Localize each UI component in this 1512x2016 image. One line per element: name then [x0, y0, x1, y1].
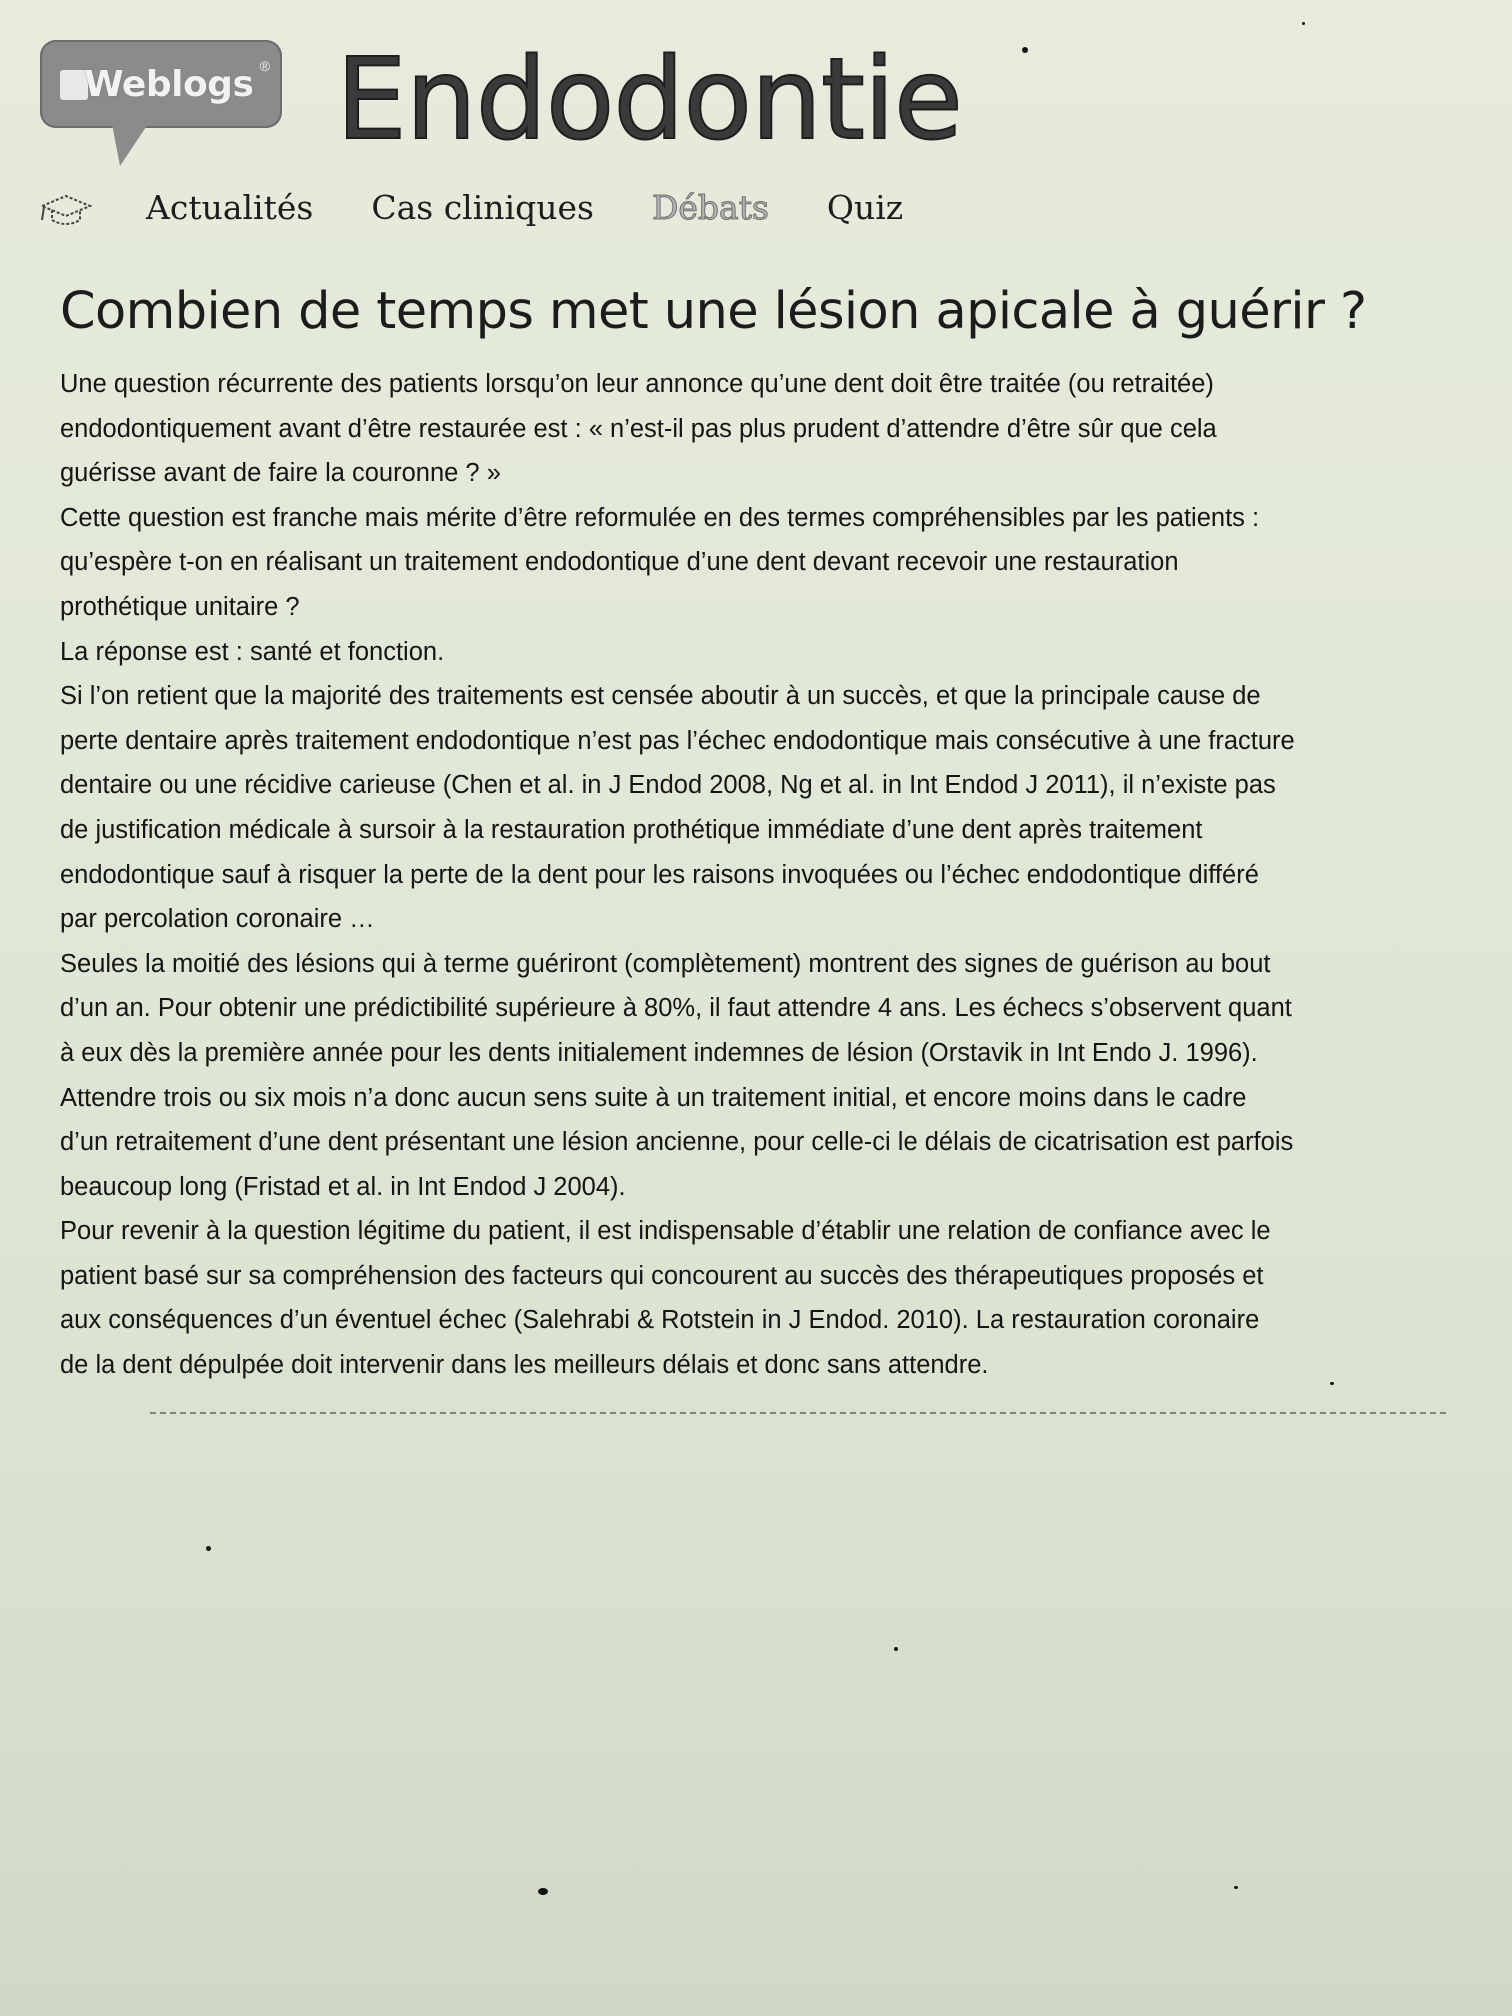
scan-speck: [1234, 1886, 1238, 1889]
nav-item-quiz[interactable]: Quiz: [826, 188, 904, 227]
article-line: patient basé sur sa compréhension des facteurs qui concourent au succès des thérapeutiques proposés et: [60, 1261, 1264, 1290]
article-body: [60, 362, 1460, 1388]
nav-item-debats[interactable]: Débats: [651, 188, 769, 227]
logo-text: Weblogs: [84, 64, 254, 105]
article-line: dentaire ou une récidive carieuse (Chen et al. in J Endod 2008, Ng et al. in Int Endod J 2011), il n’existe pas: [60, 771, 1276, 800]
article-line: par percolation coronaire …: [60, 905, 375, 934]
scan-speck: [894, 1647, 898, 1651]
section-divider: [150, 1412, 1446, 1414]
article-line: endodontique sauf à risquer la perte de la dent pour les raisons invoquées ou l’échec endodontique différé: [60, 860, 1259, 889]
article-line: perte dentaire après traitement endodontique n’est pas l’échec endodontique mais consécutive à une fracture: [60, 726, 1295, 755]
logo-speech-tail: [112, 124, 148, 166]
article-line: Cette question est franche mais mérite d’être reformulée en des termes compréhensibles par les patients :: [60, 503, 1260, 532]
scan-speck: [1022, 47, 1028, 53]
scan-speck: [1330, 1382, 1334, 1385]
article-line: Pour revenir à la question légitime du patient, il est indispensable d’établir une relation de confiance avec le: [60, 1217, 1271, 1246]
weblogs-logo[interactable]: [40, 40, 282, 128]
registered-mark: ®: [259, 58, 270, 74]
article-line: aux conséquences d’un éventuel échec (Salehrabi & Rotstein in J Endod. 2010). La restauration coronaire: [60, 1306, 1260, 1335]
article-line: La réponse est : santé et fonction.: [60, 637, 445, 666]
article-line: d’un retraitement d’une dent présentant une lésion ancienne, pour celle-ci le délais de cicatrisation est parfois: [60, 1128, 1294, 1157]
article-line: d’un an. Pour obtenir une prédictibilité supérieure à 80%, il faut attendre 4 ans. Les échecs s’observent quant: [60, 994, 1292, 1023]
nav-item-actualites[interactable]: Actualités: [146, 188, 314, 227]
article-line: Attendre trois ou six mois n’a donc aucun sens suite à un traitement initial, et encore moins dans le cadre: [60, 1083, 1247, 1112]
article-line: de la dent dépulpée doit intervenir dans les meilleurs délais et donc sans attendre.: [60, 1351, 989, 1380]
article-line: prothétique unitaire ?: [60, 592, 300, 621]
article-line: Si l’on retient que la majorité des traitements est censée aboutir à un succès, et que la principale cause de: [60, 682, 1261, 711]
article-line: à eux dès la première année pour les dents initialement indemnes de lésion (Orstavik in Int Endo J. 1996).: [60, 1038, 1258, 1067]
scan-speck: [538, 1888, 548, 1895]
nav-item-cas-cliniques[interactable]: Cas cliniques: [371, 188, 594, 227]
main-nav: [146, 188, 903, 227]
article-line: Une question récurrente des patients lorsqu’on leur annonce qu’une dent doit être traitée (ou retraitée): [60, 370, 1214, 398]
site-title[interactable]: Endodontie: [336, 35, 962, 165]
article-title: Combien de temps met une lésion apicale à guérir ?: [60, 282, 1367, 341]
scan-speck: [206, 1546, 211, 1551]
scan-speck: [1302, 22, 1305, 25]
article-line: Seules la moitié des lésions qui à terme guériront (complètement) montrent des signes de guérison au bout: [60, 949, 1271, 978]
article-line: guérisse avant de faire la couronne ? »: [60, 459, 501, 488]
graduation-cap-icon: [38, 190, 94, 230]
article-line: de justification médicale à sursoir à la restauration prothétique immédiate d’une dent après traitement: [60, 815, 1203, 844]
article-line: endodontiquement avant d’être restaurée est : « n’est-il pas plus prudent d’attendre d’être sûr que cela: [60, 414, 1217, 443]
article-line: qu’espère t-on en réalisant un traitement endodontique d’une dent devant recevoir une restauration: [60, 548, 1179, 577]
article-line: beaucoup long (Fristad et al. in Int Endod J 2004).: [60, 1172, 626, 1201]
